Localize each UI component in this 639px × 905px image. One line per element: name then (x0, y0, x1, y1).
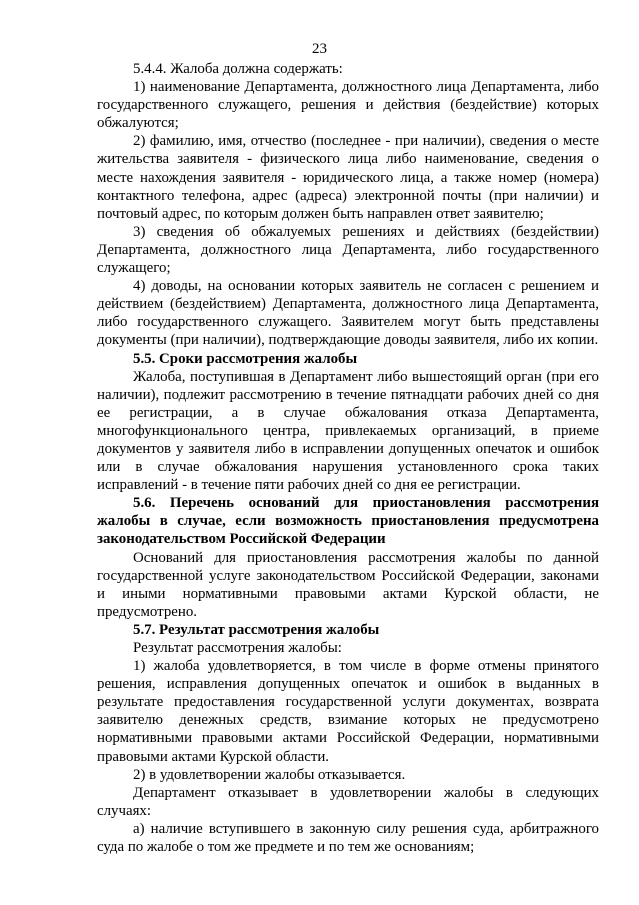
paragraph-5-7-intro: Результат рассмотрения жалобы: (133, 640, 342, 656)
document-body (97, 60, 599, 856)
paragraph-item-3-appealed-decisions: 3) сведения об обжалуемых решениях и действиях (бездействии) Департамента, должностного лица Департамента, либо государственного служащего; (97, 223, 599, 277)
paragraph-5-6-body: Оснований для приостановления рассмотрения жалобы по данной государственной услуге законодательством Российской Федерации, законами и иными нормативными правовыми актами Курской области, не предусмотрено. (97, 549, 599, 620)
paragraph-5-4-4-heading: 5.4.4. Жалоба должна содержать: (133, 61, 343, 77)
page-number: 23 (312, 41, 327, 57)
paragraph-5-5-body: Жалоба, поступившая в Департамент либо вышестоящий орган (при его наличии), подлежит рассмотрению в течение пятнадцати рабочих дней со дня ее регистрации, а в случае обжалования отказа Департамента, многофункционального центра, привлекаемых организаций, в приеме документов у заявителя либо в исправлении допущенных опечаток и ошибок или в случае обжалования нарушения установленного срока таких исправлений - в течение пяти рабочих дней со дня ее регистрации. (97, 368, 599, 494)
paragraph-5-7-item-1: 1) жалоба удовлетворяется, в том числе в форме отмены принятого решения, исправления допущенных опечаток и ошибок в выданных в результате предоставления государственной услуги документах, возврата заявителю денежных средств, взимание которых не предусмотрено нормативными правовыми актами Российской Федерации, нормативными правовыми актами Курской области. (97, 658, 599, 765)
paragraph-5-7-item-2: 2) в удовлетворении жалобы отказывается. (133, 766, 406, 783)
paragraph-item-1-name: 1) наименование Департамента, должностного лица Департамента, либо государственного служащего, решения и действия (бездействие) которых обжалуются; (97, 79, 599, 132)
section-5-6-heading: 5.6. Перечень оснований для приостановления рассмотрения жалобы в случае, если возможность приостановления предусмотрена законодательством Российской Федерации (97, 495, 599, 548)
paragraph-item-4-arguments: 4) доводы, на основании которых заявитель не согласен с решением и действием (бездействием) Департамента, должностного лица Департамента, либо государственного служащего. Заявителем могут быть представлены документы (при наличии), подтверждающие доводы заявителя, либо их копии. (97, 278, 599, 349)
paragraph-refusal-case-a: а) наличие вступившего в законную силу решения суда, арбитражного суда по жалобе о том же предмете и по тем же основаниям; (97, 820, 599, 856)
section-5-5-heading: 5.5. Сроки рассмотрения жалобы (133, 350, 358, 367)
paragraph-refusal-cases: Департамент отказывает в удовлетворении жалобы в следующих случаях: (97, 784, 599, 819)
section-5-7-heading: 5.7. Результат рассмотрения жалобы (133, 621, 380, 638)
paragraph-item-2-applicant-details: 2) фамилию, имя, отчество (последнее - при наличии), сведения о месте жительства заявителя - физического лица либо наименование, сведения о месте нахождения заявителя - юридического лица, а также номер (номера) контактного телефона, адрес (адреса) электронной почты (при наличии) и почтовый адрес, по которым должен быть направлен ответ заявителю; (97, 133, 599, 222)
